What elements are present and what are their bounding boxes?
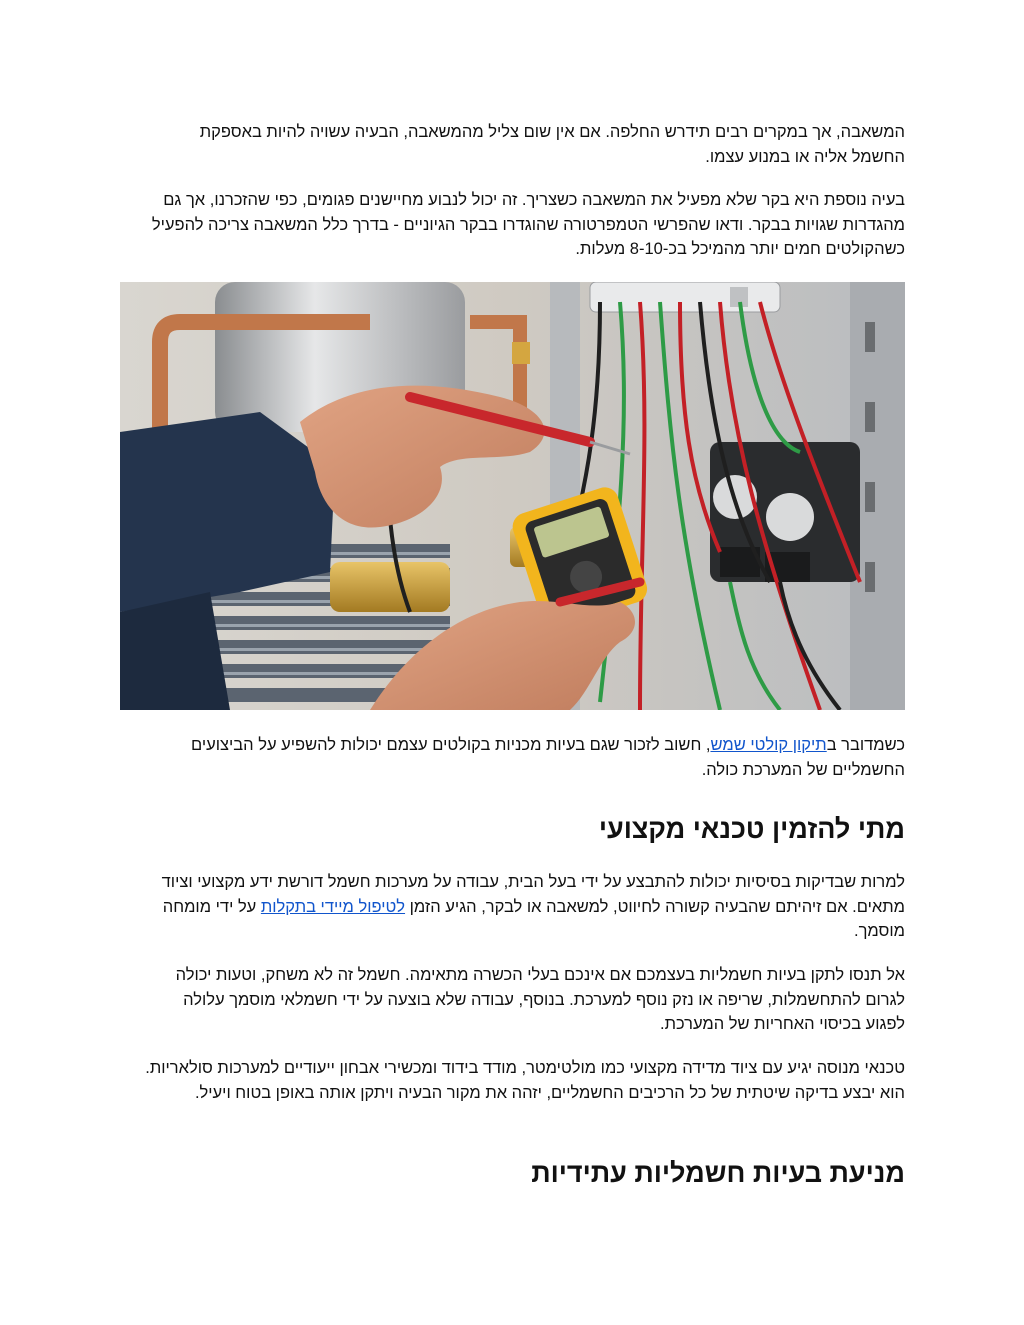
heading-prevent-electrical-problems: מניעת בעיות חשמליות עתידיות (531, 1158, 905, 1188)
text-before-link: למרות שבדיקות בסיסיות יכולות להתבצע על ידי בעל הבית, עבודה על מערכות חשמל דורשת ידע מקצועי וציוד מתאים. אם זיהיתם שהבעיה קשורה לחיווט, למשאבה או לבקר, הגיע הזמן (161, 873, 905, 916)
paragraph-solar-repair (160, 733, 905, 782)
technician-multimeter-photo (120, 282, 905, 710)
paragraph-safety-warning: אל תנסו לתקן בעיות חשמליות בעצמכם אם אינכם בעלי הכשרה מתאימה. חשמל זה לא משחק, וטעות יכולה לגרום להתחשמלות, שריפה או נזק נוסף למערכת. בנוסף, עבודה שלא בוצעה על ידי חשמלאי מוסמך עלולה לפגוע בכיסוי האחריות של המערכת. (175, 966, 905, 1033)
text-after-link: על ידי מומחה מוסמך. (162, 897, 905, 940)
paragraph-technician-equipment: טכנאי מנוסה יגיע עם ציוד מדידה מקצועי כמו מולטימטר, מודד בידוד ומכשירי אבחון ייעודיים למערכות סולאריות. הוא יבצע בדיקה שיטתית של כל הרכיבים החשמליים, יזהה את מקור הבעיה ויתקן אותה באופן בטוח ויעיל. (145, 1059, 905, 1102)
heading-when-to-call-technician: מתי להזמין טכנאי מקצועי (598, 814, 905, 844)
paragraph-pump-noise: המשאבה, אך במקרים רבים תידרש החלפה. אם אין שום צליל מהמשאבה, הבעיה עשויה להיות באספקת החשמל אליה או במנוע עצמו. (199, 123, 905, 166)
link-solar-collector-repair[interactable]: תיקון קולטי שמש (710, 736, 827, 754)
text-after-link: , חשוב לזכור שגם בעיות מכניות בקולטים עצמם יכולות להשפיע על הביצועים החשמליים של המערכת כולה. (190, 736, 905, 779)
paragraph-professional-knowledge (120, 870, 905, 944)
text-before-link: כשמדובר ב (826, 736, 905, 754)
link-immediate-fault-handling[interactable]: לטיפול מיידי בתקלות (260, 897, 406, 916)
paragraph-controller-issue: בעיה נוספת היא בקר שלא מפעיל את המשאבה כשצריך. זה יכול לנבוע מחיישנים פגומים, כפי שהזכרנו, אך גם מהגדרות שגויות בבקר. ודאו שהפרשי הטמפרטורה שהוגדרו בבקר הגיוניים - בדרך כלל המשאבה צריכה להפעיל כשהקולטים חמים יותר מהמיכל בכ-8-10 מעלות. (151, 191, 905, 258)
